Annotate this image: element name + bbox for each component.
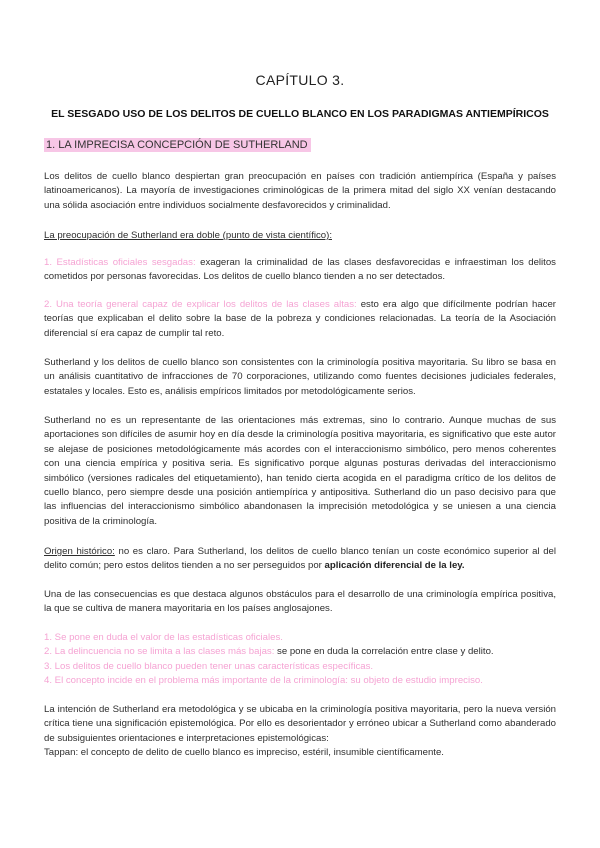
point-1-text: exageran la criminalidad de las clases desfavorecidas e infraestiman los delitos cometidos por personas favorecidas. Los delitos de cuello blanco tienden a no ser detectados. [44, 257, 556, 283]
point-2 [44, 298, 556, 341]
origin-bold: aplicación diferencial de la ley. [324, 560, 465, 572]
paragraph-representative: Sutherland no es un representante de las orientaciones más extremas, sino lo contrario. Aunque muchas de sus aportaciones son difíciles de asumir hoy en día desde la criminología positiva mayoritaria, es significativo que este autor se alejase de posiciones metodológicamente más acordes con el interaccionismo simbólico, pero menos coherentes con una ciencia empírica y positiva seria. Es significativo porque algunas posturas derivadas del interaccionismo simbólico (versiones radicales del etiquetamiento), han tenido cierta acogida en el paradigma crítico de los delitos de cuello blanco, pero siempre desde una posición antiempírica y antipositiva. Sutherland dio un paso decisivo para que las influencias del interaccionismo simbólico abandonasen la imprecisión metodológica y se uniesen a una ciencia positiva de la criminología. [44, 415, 556, 527]
chapter-heading: CAPÍTULO 3. [255, 72, 345, 88]
list-item-label: 2. La delincuencia no se limita a las clases más bajas: [44, 646, 275, 658]
point-1 [44, 256, 556, 285]
paragraph-sutherland-concern: La preocupación de Sutherland era doble (punto de vista científico): [44, 230, 332, 241]
list-item: 1. Se pone en duda el valor de las estadísticas oficiales. [44, 632, 283, 643]
list-item: 3. Los delitos de cuello blanco pueden tener unas características específicas. [44, 660, 374, 672]
paragraph-tappan: Tappan: el concepto de delito de cuello blanco es impreciso, estéril, insumible científicamente. [44, 747, 444, 758]
section-heading: 1. LA IMPRECISA CONCEPCIÓN DE SUTHERLAND [44, 138, 311, 152]
point-1-label: 1. Estadísticas oficiales sesgadas: [44, 257, 196, 268]
paragraph-intention: La intención de Sutherland era metodológica y se ubicaba en la criminología positiva mayoritaria, pero la nueva versión crítica tiene una significación epistemológica. Por ello es desorientador y erróneo ubicar a Sutherland como abanderado de subsiguientes orientaciones e interpretaciones epistemológicas: [44, 704, 556, 744]
origin-text: no es claro. Para Sutherland, los delitos de cuello blanco tenían un coste económico superior al del delito común; pero estos delitos tienden a no ser perseguidos por [44, 546, 557, 572]
paragraph-consequences: Una de las consecuencias es que destaca algunos obstáculos para el desarrollo de una criminología empírica positiva, la que se cultiva de manera mayoritaria en los países anglosajones. [44, 589, 556, 615]
point-2-label: 2. Una teoría general capaz de explicar los delitos de las clases altas: [44, 299, 357, 310]
paragraph-intro: Los delitos de cuello blanco despiertan gran preocupación en países con tradición antiempírica (España y países latinoamericanos). La mayoría de investigaciones criminológicas de la primera mitad del siglo XX venían destacando una sólida asociación entre individuos socialmente desfavorecidos y criminalidad. [44, 171, 556, 211]
chapter-title: EL SESGADO USO DE LOS DELITOS DE CUELLO BLANCO EN LOS PARADIGMAS ANTIEMPÍRICOS [51, 108, 549, 120]
point-2-text: esto era algo que difícilmente podrían hacer teorías que explicaban el delito sobre la base de la pobreza y condiciones relacionadas. La teoría de la Asociación diferencial sí era capaz de cumplir tal reto. [44, 299, 556, 339]
list-item-tail: se pone en duda la correlación entre clase y delito. [274, 646, 494, 658]
origin-label: Origen histórico: [44, 546, 115, 557]
paragraph-consistency: Sutherland y los delitos de cuello blanco son consistentes con la criminología positiva mayoritaria. Su libro se basa en un análisis cuantitativo de infracciones de 70 corporaciones, utilizando como fuentes decisiones judiciales federales, estatales y locales. Esto es, análisis empíricos limitados por metodológicamente serios. [44, 357, 556, 397]
list-item [44, 645, 556, 659]
obstacles-list [44, 631, 556, 689]
paragraph-origin [44, 545, 556, 574]
list-item: 4. El concepto incide en el problema más importante de la criminología: su objeto de estudio impreciso. [44, 675, 483, 687]
